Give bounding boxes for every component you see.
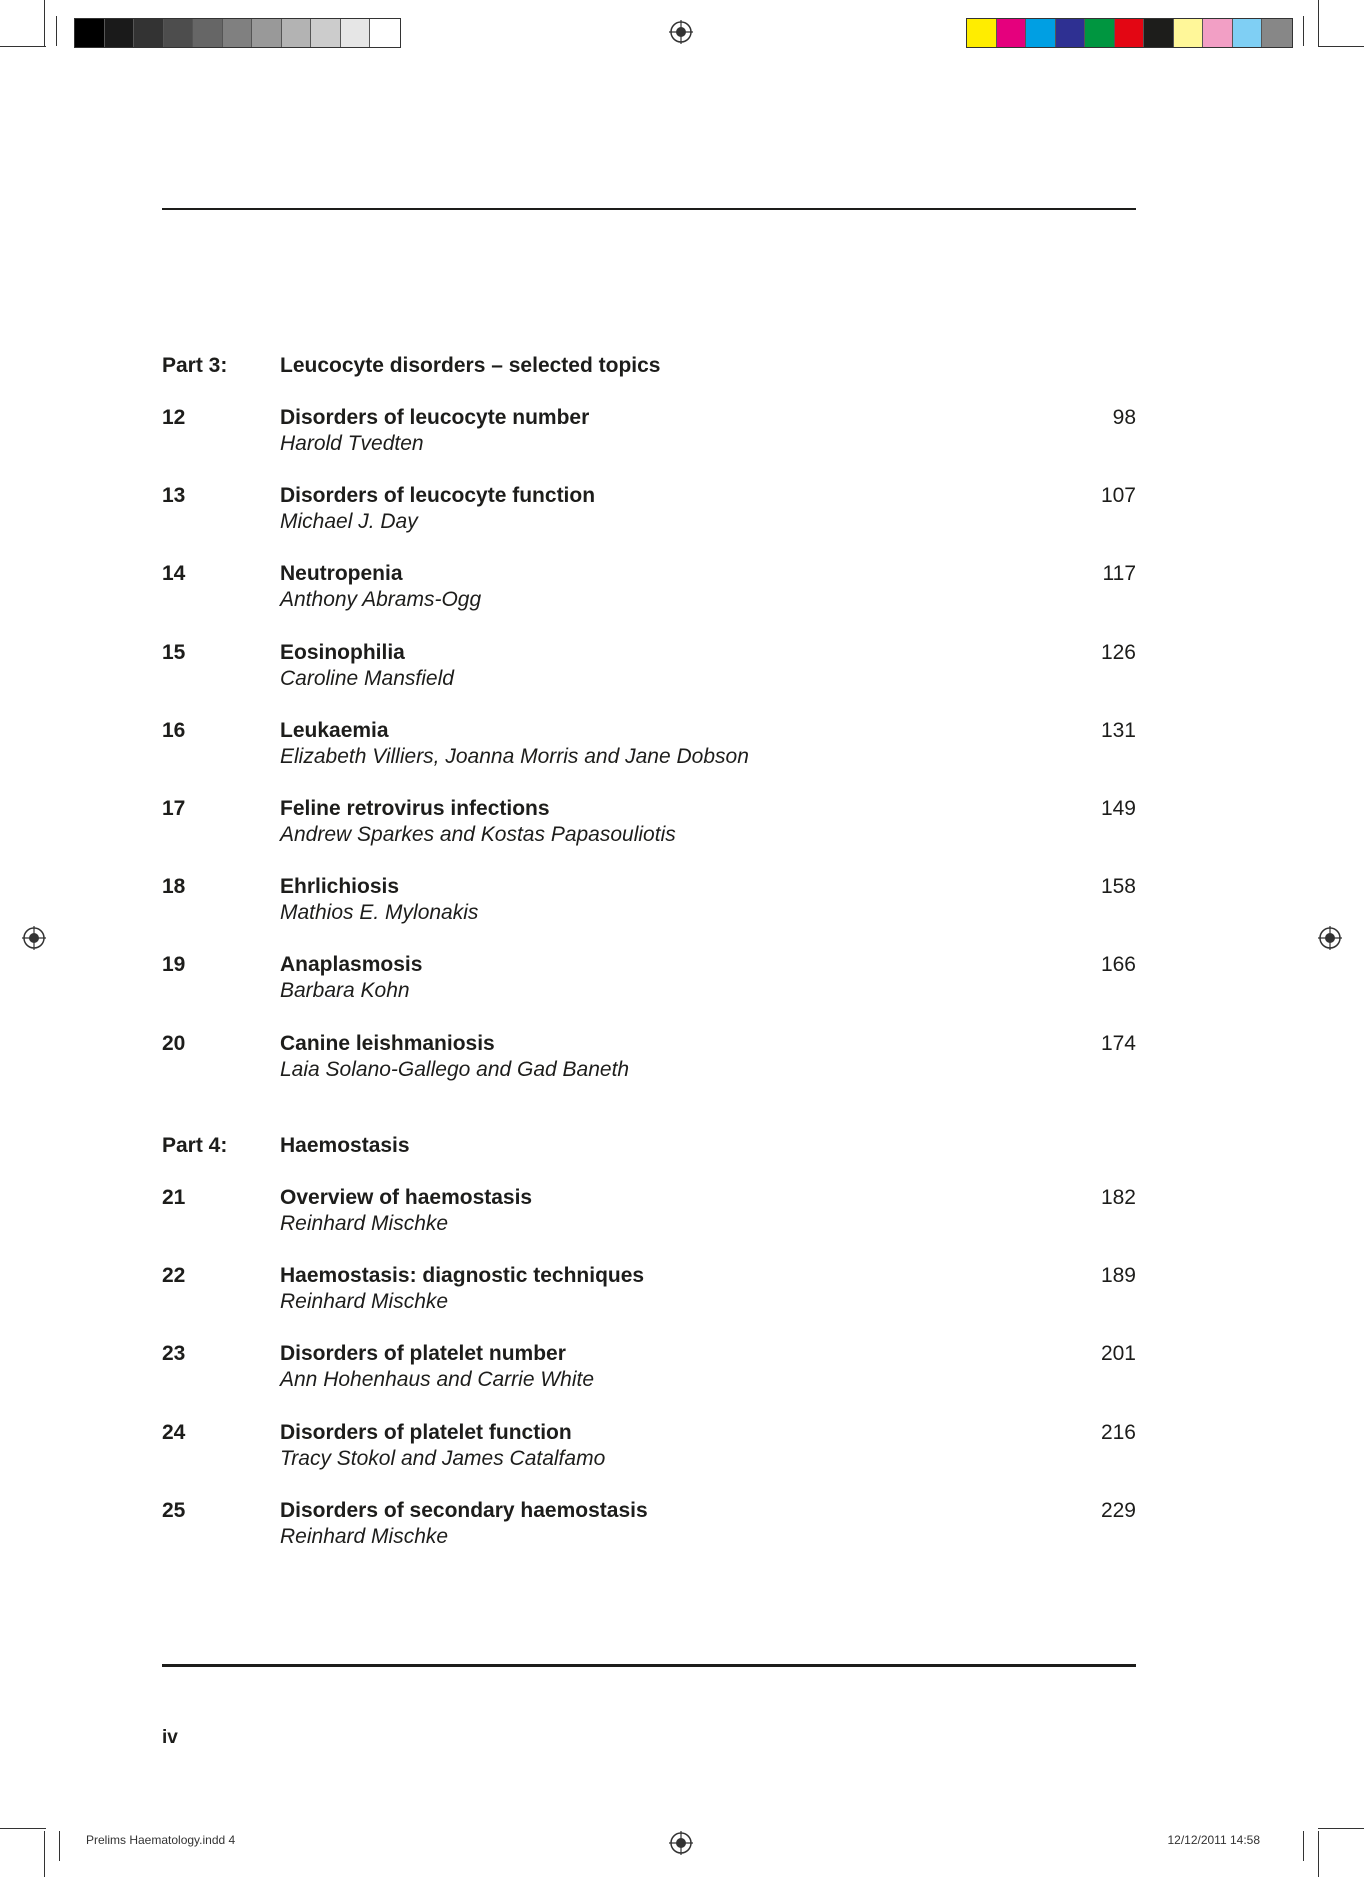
chapter-author: Ann Hohenhaus and Carrie White (280, 1368, 595, 1392)
chapter-title: Neutropenia (280, 562, 403, 586)
chapter-title: Disorders of leucocyte number (280, 406, 590, 429)
chapter-author: Andrew Sparkes and Kostas Papasouliotis (280, 823, 676, 846)
chapter-number: 20 (162, 1031, 186, 1055)
calibration-swatch (1056, 19, 1086, 47)
calibration-swatch (164, 19, 194, 47)
chapter-author: Michael J. Day (280, 510, 418, 534)
part-title: Haemostasis (280, 1134, 410, 1157)
calibration-swatch (193, 19, 223, 47)
slug-filename: Prelims Haematology.indd 4 (86, 1833, 236, 1847)
chapter-page: 182 (1100, 1186, 1136, 1209)
chapter-title: Canine leishmaniosis (280, 1031, 495, 1055)
chapter-page: 174 (1100, 1031, 1136, 1055)
chapter-page: 107 (1100, 484, 1136, 508)
chapter-number: 23 (162, 1342, 186, 1366)
chapter-author: Barbara Kohn (280, 979, 410, 1003)
chapter-title: Overview of haemostasis (280, 1186, 533, 1209)
chapter-page: 158 (1100, 875, 1136, 899)
calibration-swatch (1026, 19, 1056, 47)
chapter-author: Reinhard Mischke (280, 1524, 449, 1548)
chapter-author: Reinhard Mischke (280, 1212, 449, 1235)
calibration-swatch (1144, 19, 1174, 47)
chapter-author: Harold Tvedten (280, 432, 424, 455)
chapter-number: 21 (162, 1186, 186, 1209)
bottom-rule (162, 1664, 1136, 1667)
chapter-title: Disorders of platelet function (280, 1420, 572, 1444)
chapter-page: 166 (1100, 953, 1136, 977)
calibration-swatch (1203, 19, 1233, 47)
chapter-page: 216 (1100, 1420, 1136, 1444)
chapter-title: Ehrlichiosis (280, 875, 400, 899)
chapter-author: Caroline Mansfield (280, 666, 454, 690)
part-label: Part 3: (162, 354, 228, 377)
calibration-swatch (282, 19, 312, 47)
part-title: Leucocyte disorders – selected topics (280, 354, 661, 377)
calibration-swatch (311, 19, 341, 47)
chapter-page: 117 (1102, 562, 1136, 586)
chapter-number: 12 (162, 406, 186, 429)
calibration-swatch (1262, 19, 1292, 47)
chapter-number: 22 (162, 1264, 186, 1288)
chapter-number: 17 (162, 797, 186, 820)
registration-mark-icon (669, 1831, 693, 1855)
chapter-number: 25 (162, 1498, 186, 1522)
calibration-swatch (1174, 19, 1204, 47)
grayscale-calibration-strip (74, 18, 401, 48)
chapter-title: Disorders of secondary haemostasis (280, 1498, 648, 1522)
chapter-author: Reinhard Mischke (280, 1290, 449, 1314)
calibration-swatch (967, 19, 997, 47)
chapter-page: 201 (1100, 1342, 1136, 1366)
chapter-number: 14 (162, 562, 186, 586)
chapter-title: Leukaemia (280, 718, 389, 742)
chapter-page: 126 (1100, 640, 1136, 664)
calibration-swatch (997, 19, 1027, 47)
registration-mark-icon (22, 926, 46, 950)
calibration-swatch (1233, 19, 1263, 47)
calibration-swatch (223, 19, 253, 47)
chapter-author: Laia Solano-Gallego and Gad Baneth (280, 1057, 630, 1081)
chapter-page: 189 (1100, 1264, 1136, 1288)
chapter-page: 131 (1100, 718, 1136, 742)
chapter-number: 19 (162, 953, 186, 977)
chapter-number: 16 (162, 718, 186, 742)
registration-mark-icon (669, 20, 693, 44)
calibration-swatch (75, 19, 105, 47)
chapter-author: Tracy Stokol and James Catalfamo (280, 1446, 606, 1470)
part-label: Part 4: (162, 1134, 228, 1157)
chapter-title: Feline retrovirus infections (280, 797, 550, 820)
chapter-author: Elizabeth Villiers, Joanna Morris and Jane Dobson (280, 744, 749, 768)
chapter-title: Disorders of platelet number (280, 1342, 566, 1366)
chapter-page: 98 (1112, 406, 1136, 429)
page-number: iv (162, 1727, 178, 1748)
calibration-swatch (252, 19, 282, 47)
calibration-swatch (1115, 19, 1145, 47)
calibration-swatch (105, 19, 135, 47)
chapter-number: 13 (162, 484, 186, 508)
calibration-swatch (134, 19, 164, 47)
calibration-swatch (370, 19, 400, 47)
chapter-number: 24 (162, 1420, 186, 1444)
calibration-swatch (1085, 19, 1115, 47)
slug-timestamp: 12/12/2011 14:58 (1167, 1833, 1260, 1847)
chapter-title: Disorders of leucocyte function (280, 484, 596, 508)
chapter-title: Anaplasmosis (280, 953, 423, 977)
chapter-page: 149 (1100, 797, 1136, 820)
chapter-title: Haemostasis: diagnostic techniques (280, 1264, 645, 1288)
chapter-number: 15 (162, 640, 186, 664)
chapter-title: Eosinophilia (280, 640, 405, 664)
top-rule (162, 208, 1136, 210)
registration-mark-icon (1318, 926, 1342, 950)
color-calibration-strip (966, 18, 1293, 48)
calibration-swatch (341, 19, 371, 47)
chapter-author: Anthony Abrams-Ogg (280, 588, 482, 612)
chapter-page: 229 (1100, 1498, 1136, 1522)
chapter-author: Mathios E. Mylonakis (280, 901, 479, 925)
chapter-number: 18 (162, 875, 186, 899)
